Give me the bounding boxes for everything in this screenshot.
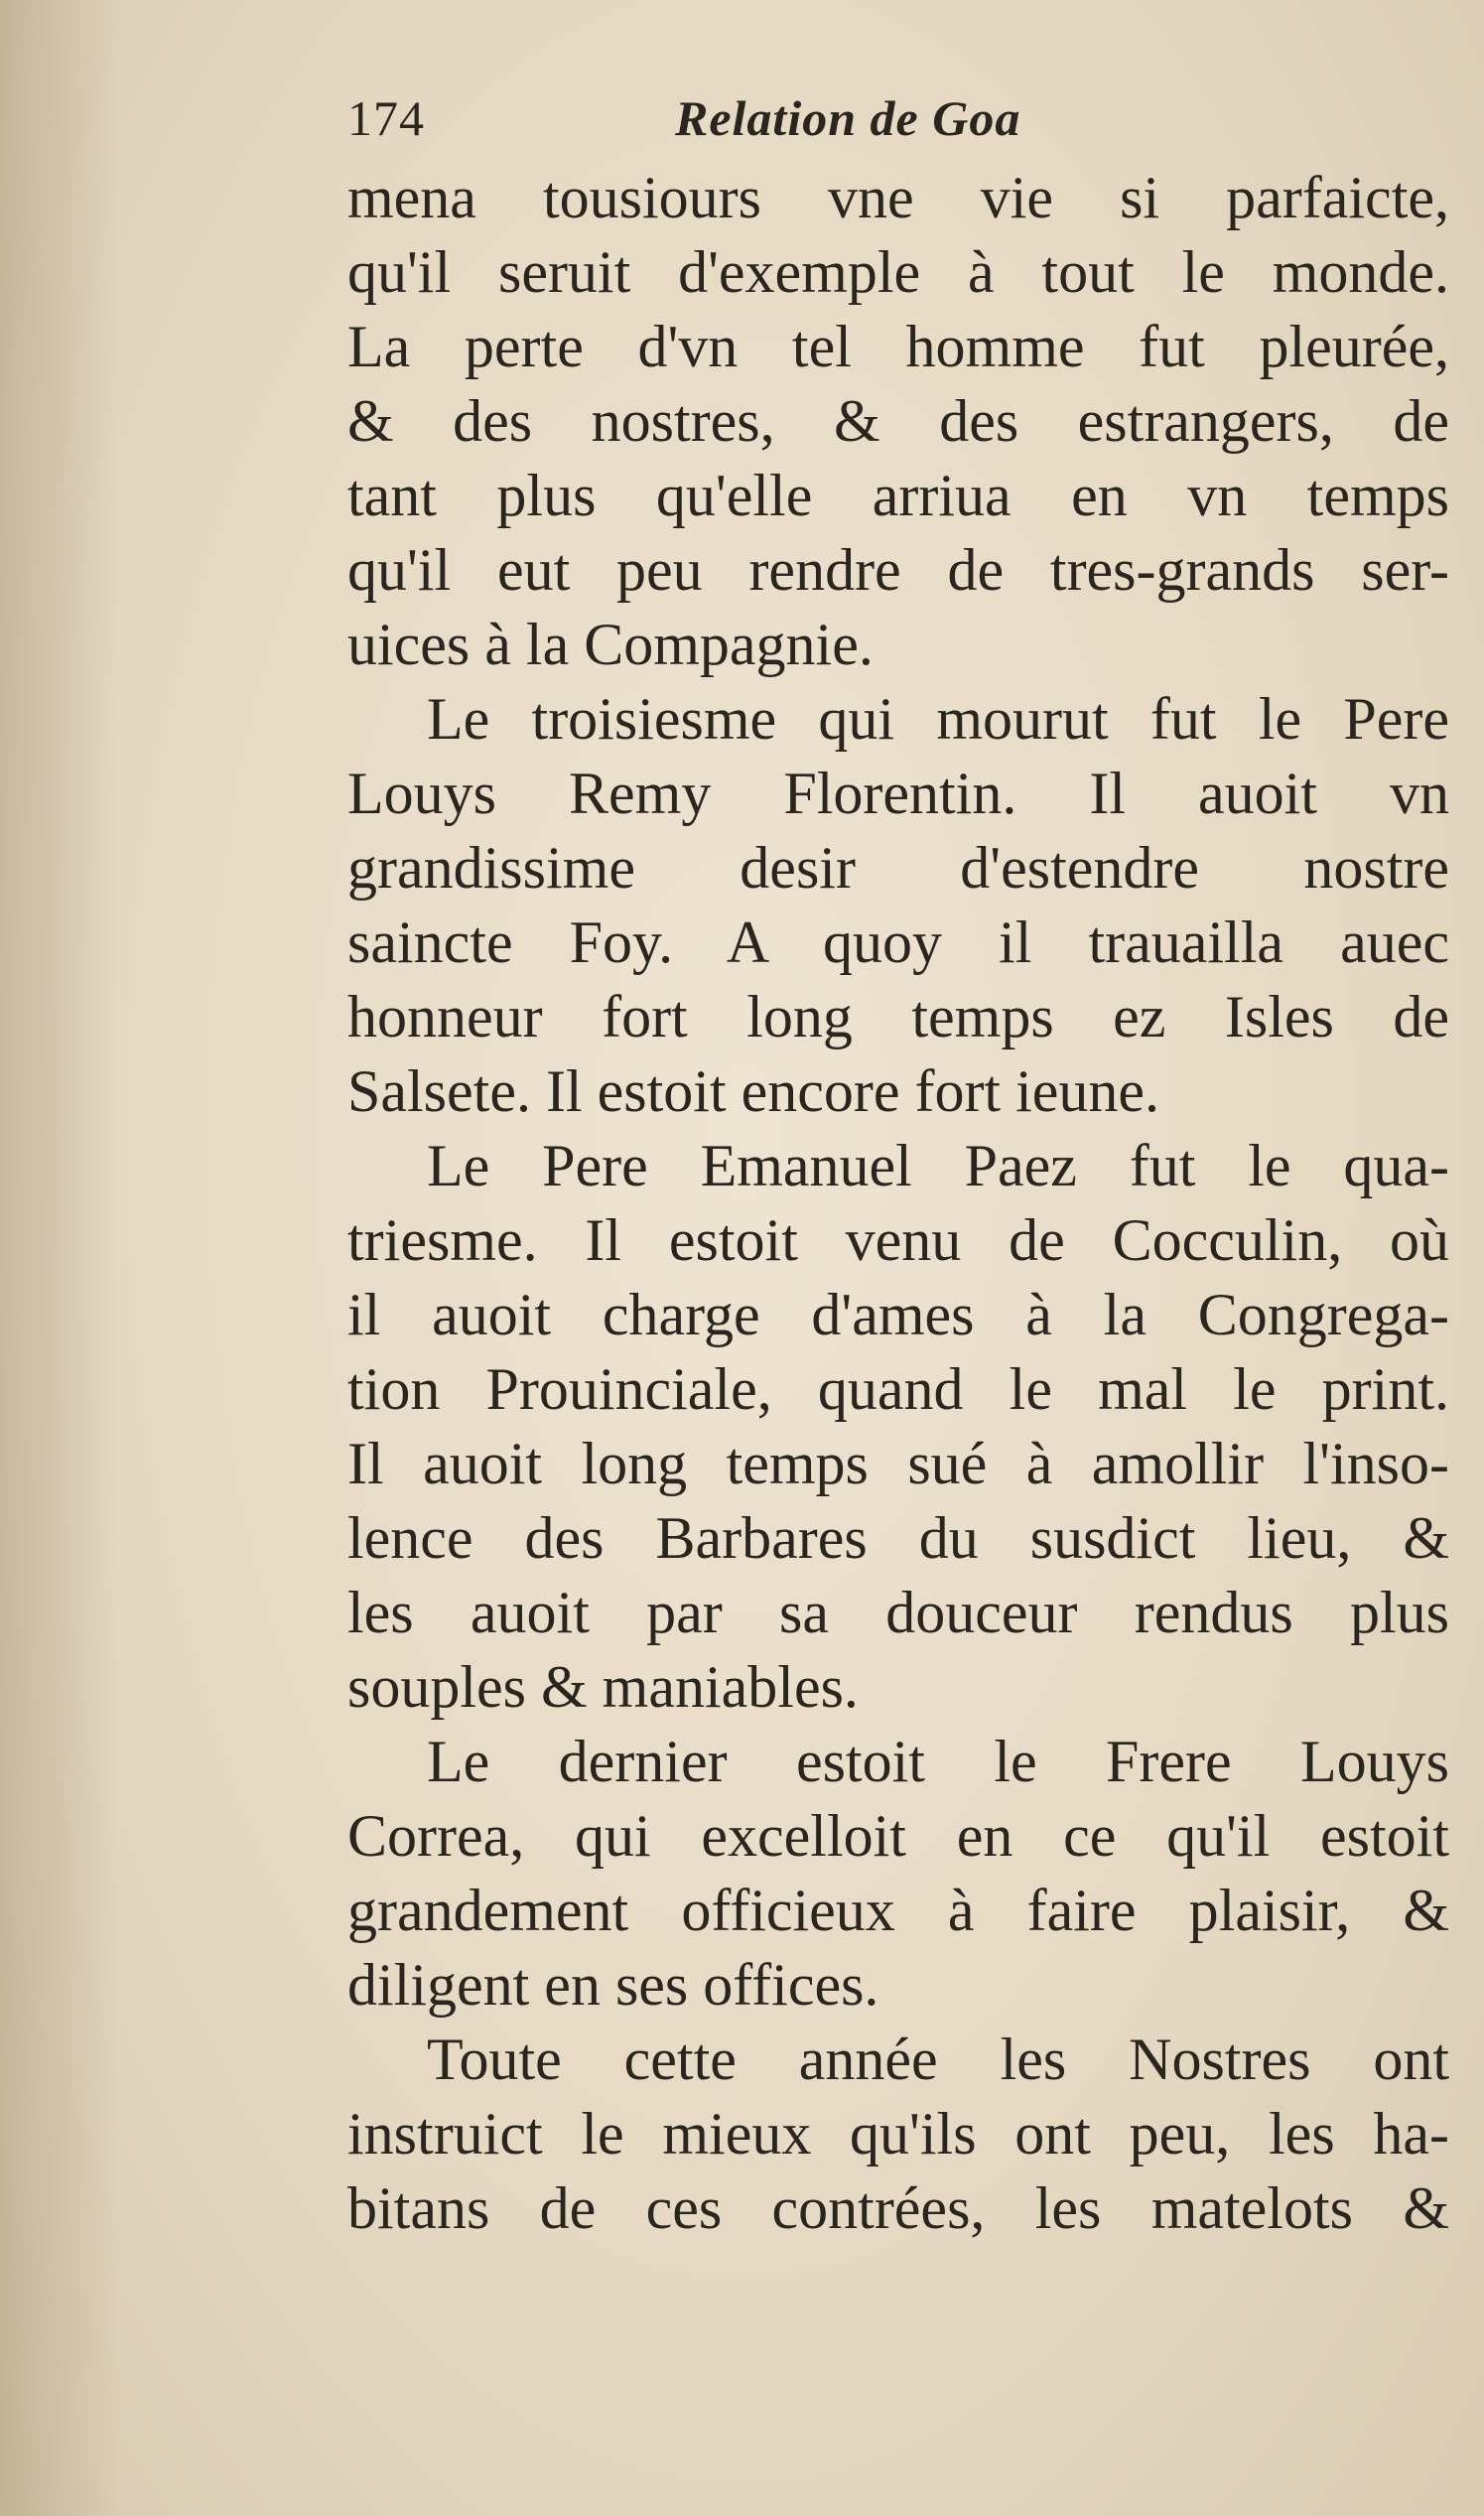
text-line: diligent en ses offices. — [347, 1952, 879, 2018]
text-line: uices à la Compagnie. — [347, 612, 874, 677]
text-line: tant plus qu'elle arriua en vn temps — [347, 463, 1449, 528]
text-line: grandement officieux à faire plaisir, & — [347, 1878, 1449, 1943]
text-line: tion Prouinciale, quand le mal le print. — [347, 1356, 1449, 1422]
text-line: souples & maniables. — [347, 1654, 859, 1720]
text-line: honneur fort long temps ez Isles de — [347, 984, 1449, 1049]
text-line: Louys Remy Florentin. Il auoit vn — [347, 761, 1449, 826]
text-line: qu'il seruit d'exemple à tout le monde. — [347, 239, 1449, 305]
text-line: lence des Barbares du susdict lieu, & — [347, 1505, 1449, 1571]
text-line: & des nostres, & des estrangers, de — [347, 388, 1449, 454]
text-line: Le troisiesme qui mourut fut le Pere — [427, 686, 1449, 752]
running-title: Relation de Goa — [675, 90, 1021, 146]
text-line: bitans de ces contrées, les matelots & — [347, 2175, 1449, 2241]
gutter-shadow — [0, 0, 119, 2516]
text-line: mena tousiours vne vie si parfaicte, — [347, 165, 1449, 230]
text-line: il auoit charge d'ames à la Congrega- — [347, 1282, 1449, 1347]
text-block — [347, 89, 1449, 2246]
text-line: Salsete. Il estoit encore fort ieune. — [347, 1058, 1160, 1124]
text-line: La perte d'vn tel homme fut pleurée, — [347, 314, 1449, 379]
text-line: Correa, qui excelloit en ce qu'il estoit — [347, 1803, 1449, 1869]
text-line: Le Pere Emanuel Paez fut le qua- — [427, 1133, 1449, 1198]
text-line: Il auoit long temps sué à amollir l'inso- — [347, 1431, 1449, 1496]
text-line: Le dernier estoit le Frere Louys — [427, 1729, 1449, 1794]
page-header — [347, 89, 1449, 161]
text-line: grandissime desir d'estendre nostre — [347, 835, 1449, 901]
text-line: qu'il eut peu rendre de tres-grands ser- — [347, 537, 1449, 603]
text-line: Toute cette année les Nostres ont — [427, 2027, 1449, 2092]
text-line: instruict le mieux qu'ils ont peu, les ha- — [347, 2101, 1449, 2167]
text-line: les auoit par sa douceur rendus plus — [347, 1580, 1449, 1645]
text-line: saincte Foy. A quoy il trauailla auec — [347, 909, 1449, 975]
text-line: triesme. Il estoit venu de Cocculin, où — [347, 1207, 1449, 1273]
page-number: 174 — [347, 90, 425, 146]
